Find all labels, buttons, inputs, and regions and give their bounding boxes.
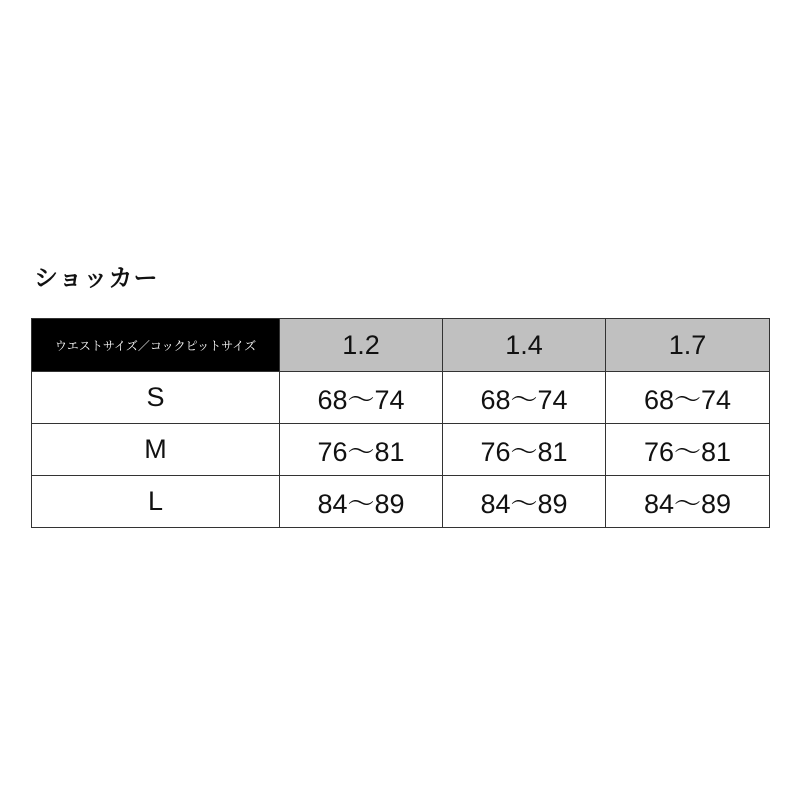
table-header-label: ウエストサイズ／コックピットサイズ [32, 319, 280, 372]
row-size-label: L [32, 476, 280, 528]
table-cell: 68～74 [606, 372, 770, 424]
row-size-label: S [32, 372, 280, 424]
table-cell: 68～74 [443, 372, 606, 424]
table-row-s [32, 372, 770, 424]
size-table [31, 318, 770, 528]
column-header-1-7: 1.7 [606, 319, 770, 372]
column-header-1-2: 1.2 [280, 319, 443, 372]
page-title: ショッカー [34, 264, 159, 292]
table-cell: 76～81 [606, 424, 770, 476]
table-header-row [32, 319, 770, 372]
row-size-label: M [32, 424, 280, 476]
table-cell: 76～81 [280, 424, 443, 476]
table-cell: 84～89 [280, 476, 443, 528]
table-row-m [32, 424, 770, 476]
table-cell: 84～89 [606, 476, 770, 528]
table-row-l [32, 476, 770, 528]
column-header-1-4: 1.4 [443, 319, 606, 372]
table-cell: 68～74 [280, 372, 443, 424]
table-cell: 76～81 [443, 424, 606, 476]
table-cell: 84～89 [443, 476, 606, 528]
